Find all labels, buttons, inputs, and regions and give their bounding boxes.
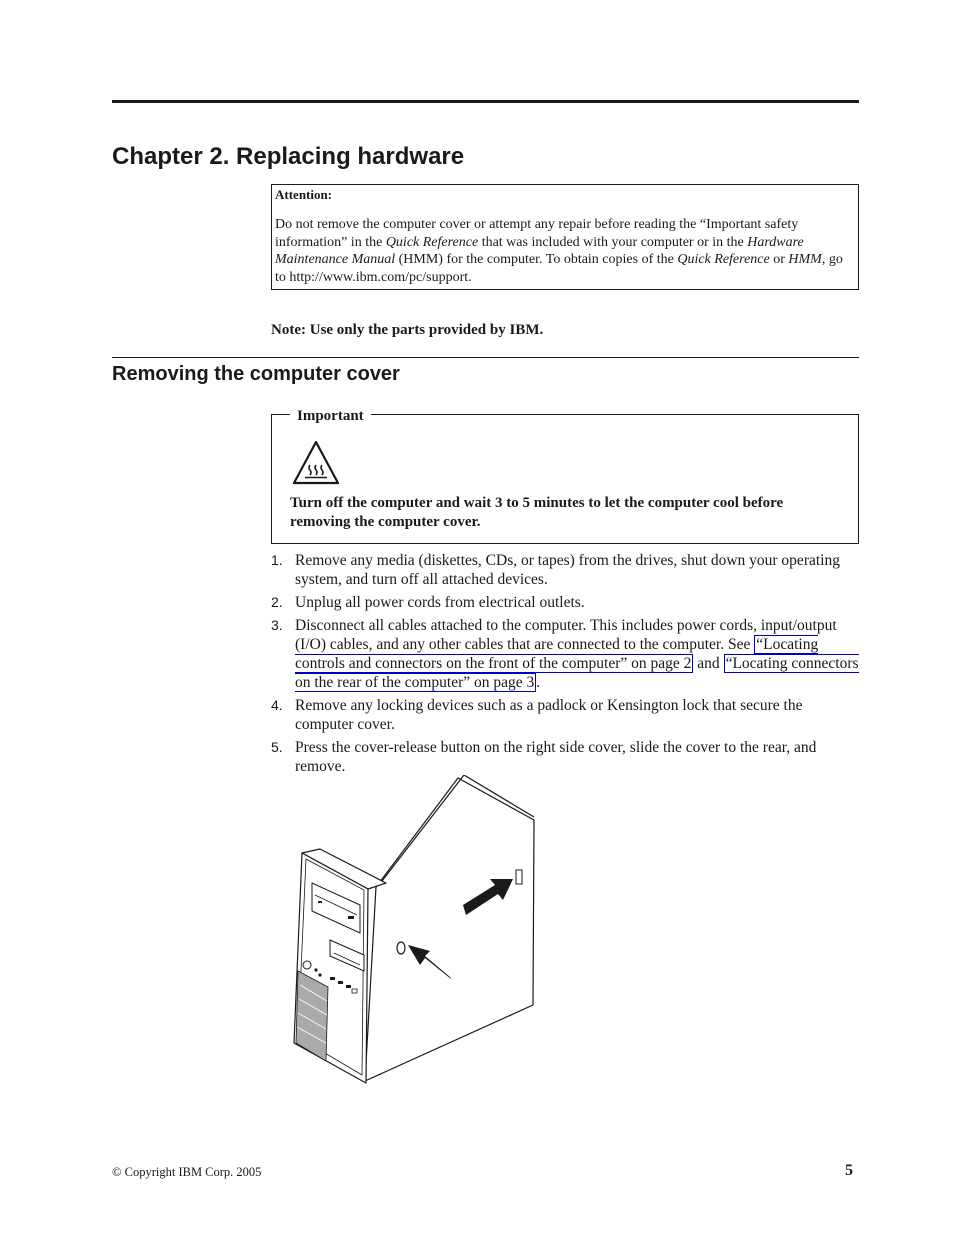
step-number: 5. <box>271 739 283 755</box>
important-box <box>271 408 859 544</box>
important-label: Important <box>290 406 371 426</box>
list-item <box>271 593 861 612</box>
step-number: 4. <box>271 697 283 713</box>
step-text: Unplug all power cords from electrical outlets. <box>295 594 585 611</box>
quick-reference-ref: Quick Reference <box>385 234 479 250</box>
step-number: 2. <box>271 594 283 610</box>
chapter-title: Chapter 2. Replacing hardware <box>112 143 465 170</box>
footer-copyright: © Copyright IBM Corp. 2005 <box>112 1165 262 1179</box>
section-rule <box>112 357 859 358</box>
attention-box <box>271 184 859 290</box>
step-number: 3. <box>271 617 283 633</box>
attention-label: Attention: <box>275 187 333 202</box>
computer-cover-removal-illustration <box>290 775 550 1087</box>
step-text: Remove any media (diskettes, CDs, or tapes) from the drives, shut down your operating system, and turn off all attached devices. <box>295 552 840 588</box>
rear-connectors-link[interactable]: “Locating connectors on the rear of the computer” on page 3 <box>295 655 859 691</box>
list-item <box>271 738 861 776</box>
important-text: Turn off the computer and wait 3 to 5 minutes to let the computer cool before removing the computer cover. <box>290 495 784 530</box>
steps-list <box>271 551 861 780</box>
front-connectors-link[interactable]: “Locating controls and connectors on the front of the computer” on page 2 <box>295 636 819 672</box>
attention-text: Do not remove the computer cover or attempt any repair before reading the “Important safety information” in the Quick Reference that was included with your computer or in the Hardware Maintenance Manual (HMM) for the computer. To obtain copies of the Quick Reference or HMM, go to http://www.ibm.com/pc/support. <box>275 217 843 285</box>
list-item <box>271 551 861 589</box>
page-number: 5 <box>845 1162 853 1179</box>
list-item <box>271 616 861 692</box>
list-item <box>271 696 861 734</box>
step-number: 1. <box>271 552 283 568</box>
quick-reference-ref-2: Quick Reference <box>677 252 770 267</box>
top-rule <box>112 100 859 103</box>
step-text: Remove any locking devices such as a padlock or Kensington lock that secure the computer cover. <box>295 697 803 733</box>
hot-surface-warning-icon <box>291 439 341 487</box>
hmm-ref: HMM <box>788 252 822 267</box>
section-title: Removing the computer cover <box>112 363 400 385</box>
hmm-title-ref: Hardware Maintenance Manual <box>275 234 804 267</box>
step-text: Press the cover-release button on the right side cover, slide the cover to the rear, and remove. <box>295 739 817 775</box>
step-text: Disconnect all cables attached to the computer. This includes power cords, input/output (I/O) cables, and any other cables that are connected to the computer. See “Locating controls and connectors on the front of the computer” on page 2 and “Locating connectors on the rear of the computer” on page 3 . <box>295 617 859 691</box>
note: Note: Use only the parts provided by IBM. <box>271 322 544 338</box>
